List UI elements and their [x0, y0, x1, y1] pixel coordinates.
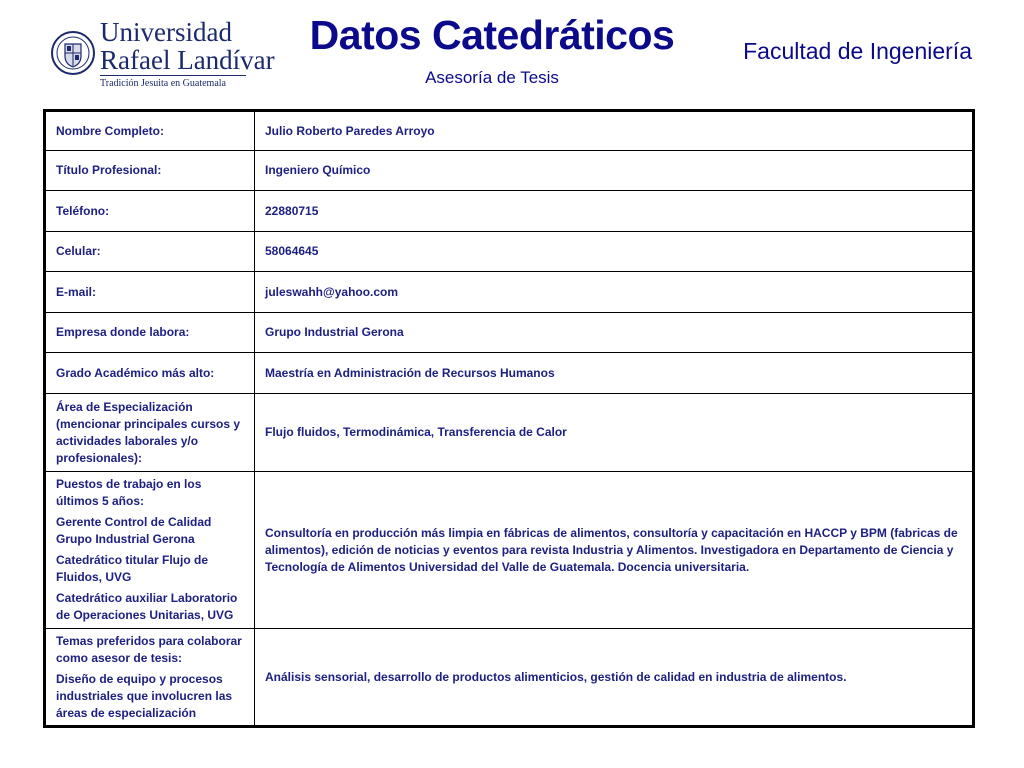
logo-tagline: Tradición Jesuita en Guatemala [100, 78, 226, 89]
row-value: Grupo Industrial Gerona [255, 313, 974, 353]
row-value: Flujo fluidos, Termodinámica, Transferencia de Calor [255, 394, 974, 472]
table-row [45, 151, 974, 191]
row-value: Consultoría en producción más limpia en fábricas de alimentos, consultoría y capacitación en HACCP y BPM (fabricas de alimentos), edición de noticias y eventos para revista Industria y Alimentos. Investigadora en Departamento de Ciencia y Tecnología de Alimentos Universidad del Valle de Guatemala. Docencia universitaria. [255, 472, 974, 629]
row-label: Grado Académico más alto: [45, 353, 255, 394]
row-label: Teléfono: [45, 191, 255, 232]
row-label: Empresa donde labora: [45, 313, 255, 353]
logo-line-1: Universidad [100, 17, 232, 47]
row-value: juleswahh@yahoo.com [255, 272, 974, 313]
row-label: Título Profesional: [45, 151, 255, 191]
row-value: Ingeniero Químico [255, 151, 974, 191]
faculty-name: Facultad de Ingeniería [743, 38, 972, 64]
row-label: E-mail: [45, 272, 255, 313]
row-label-group [45, 472, 255, 629]
label-list-item: Catedrático auxiliar Laboratorio de Operaciones Unitarias, UVG [56, 591, 238, 622]
page-title: Datos Catedráticos [309, 12, 675, 58]
label-list-item: Gerente Control de Calidad Grupo Industrial Gerona [56, 515, 212, 546]
row-label: Puestos de trabajo en los últimos 5 años: [56, 477, 202, 508]
table-row [45, 232, 974, 272]
row-value: Análisis sensorial, desarrollo de productos alimenticios, gestión de calidad en industria de alimentos. [255, 629, 974, 727]
label-list-item: Catedrático titular Flujo de Fluidos, UVG [56, 553, 209, 584]
table-row [45, 353, 974, 394]
row-label: Celular: [45, 232, 255, 272]
table-row [45, 111, 974, 151]
row-value: 58064645 [255, 232, 974, 272]
logo-line-2: Rafael Landívar [100, 45, 275, 75]
row-label: Nombre Completo: [45, 111, 255, 151]
row-value: Julio Roberto Paredes Arroyo [255, 111, 974, 151]
table-row [45, 629, 974, 727]
table-row [45, 394, 974, 472]
page-subtitle: Asesoría de Tesis [425, 68, 559, 87]
row-label: Área de Especialización (mencionar principales cursos y actividades laborales y/o profesionales): [45, 394, 255, 472]
table-row [45, 272, 974, 313]
row-label-group [45, 629, 255, 727]
label-list-item: Diseño de equipo y procesos industriales que involucren las áreas de especialización [56, 671, 233, 720]
table-row [45, 472, 974, 629]
row-value: Maestría en Administración de Recursos Humanos [255, 353, 974, 394]
professor-data-table [43, 109, 975, 728]
row-label: Temas preferidos para colaborar como asesor de tesis: [56, 633, 242, 665]
row-value: 22880715 [255, 191, 974, 232]
table-row [45, 313, 974, 353]
table-row [45, 191, 974, 232]
